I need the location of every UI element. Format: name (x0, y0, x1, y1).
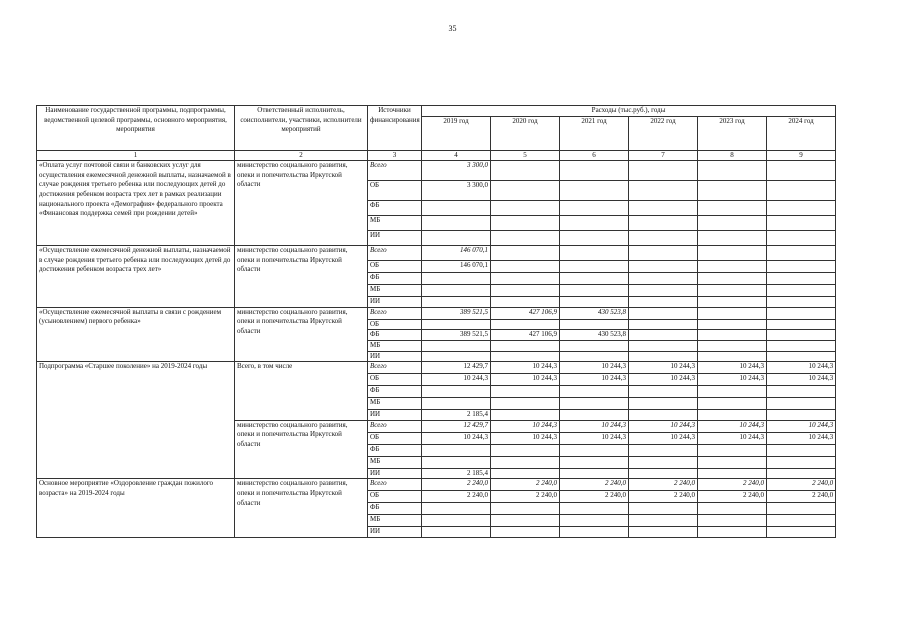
source-cell: ФБ (368, 273, 422, 285)
value-cell (698, 444, 767, 456)
value-cell (767, 246, 836, 261)
value-cell (560, 231, 629, 246)
value-cell: 10 244,3 (629, 420, 698, 432)
value-cell (698, 231, 767, 246)
value-cell: 10 244,3 (491, 420, 560, 432)
value-cell (422, 231, 491, 246)
activity-name: «Осуществление ежемесячной выплаты в связи с рождением (усыновлением) первого ребенка» (37, 307, 235, 361)
value-cell: 10 244,3 (767, 420, 836, 432)
source-cell: МБ (368, 285, 422, 297)
value-cell (698, 181, 767, 201)
value-cell (422, 351, 491, 362)
value-cell (422, 273, 491, 285)
value-cell (422, 444, 491, 456)
value-cell (698, 515, 767, 527)
value-cell: 10 244,3 (560, 374, 629, 386)
value-cell (698, 216, 767, 231)
value-cell (629, 181, 698, 201)
value-cell: 10 244,3 (491, 374, 560, 386)
value-cell: 389 521,5 (422, 307, 491, 319)
executor-cell: министерство социального развития, опеки и попечительства Иркутской области (235, 246, 368, 308)
value-cell: 10 244,3 (629, 432, 698, 444)
value-cell: 12 429,7 (422, 420, 491, 432)
table-body (37, 161, 836, 538)
activity-name: Основное мероприятие «Оздоровление граждан пожилого возраста» на 2019-2024 годы (37, 479, 235, 538)
value-cell (629, 161, 698, 181)
value-cell (422, 398, 491, 410)
value-cell (491, 386, 560, 398)
header-expenses: Расходы (тыс.руб.), годы (422, 106, 836, 117)
value-cell: 146 070,1 (422, 261, 491, 273)
source-cell: ОБ (368, 432, 422, 444)
value-cell (560, 515, 629, 527)
value-cell (422, 285, 491, 297)
value-cell: 10 244,3 (560, 420, 629, 432)
value-cell (629, 503, 698, 515)
value-cell: 427 106,9 (491, 330, 560, 341)
value-cell (698, 307, 767, 319)
value-cell (767, 161, 836, 181)
value-cell: 10 244,3 (560, 362, 629, 374)
value-cell (491, 527, 560, 538)
value-cell (629, 285, 698, 297)
value-cell: 10 244,3 (422, 374, 491, 386)
source-cell: ОБ (368, 374, 422, 386)
value-cell (698, 340, 767, 351)
value-cell (629, 398, 698, 410)
value-cell (698, 456, 767, 468)
value-cell (767, 351, 836, 362)
value-cell (560, 273, 629, 285)
value-cell (698, 503, 767, 515)
value-cell (491, 297, 560, 308)
value-cell: 2 240,0 (491, 491, 560, 503)
value-cell: 10 244,3 (560, 432, 629, 444)
source-cell: МБ (368, 398, 422, 410)
value-cell (698, 319, 767, 330)
index-cell: 2 (235, 150, 368, 161)
value-cell (491, 161, 560, 181)
table-row (37, 362, 836, 374)
value-cell (491, 181, 560, 201)
value-cell (629, 201, 698, 216)
value-cell (767, 340, 836, 351)
value-cell (767, 231, 836, 246)
source-cell: ФБ (368, 386, 422, 398)
value-cell (767, 319, 836, 330)
table-row (37, 307, 836, 319)
value-cell (767, 456, 836, 468)
header-executor: Ответственный исполнитель, соисполнители, участники, исполнители мероприятий (235, 106, 368, 151)
value-cell (491, 231, 560, 246)
source-cell: ИИ (368, 351, 422, 362)
source-cell: ОБ (368, 181, 422, 201)
value-cell (767, 201, 836, 216)
table-row (37, 161, 836, 181)
value-cell (491, 340, 560, 351)
value-cell: 2 240,0 (698, 479, 767, 491)
header-year: 2023 год (698, 116, 767, 150)
value-cell (560, 398, 629, 410)
value-cell: 3 300,0 (422, 161, 491, 181)
value-cell (491, 456, 560, 468)
value-cell: 10 244,3 (629, 362, 698, 374)
value-cell (422, 216, 491, 231)
source-cell: ИИ (368, 410, 422, 421)
value-cell (629, 231, 698, 246)
value-cell (698, 297, 767, 308)
value-cell (491, 201, 560, 216)
expenses-table (36, 105, 836, 538)
value-cell: 2 240,0 (560, 479, 629, 491)
value-cell (560, 444, 629, 456)
header-year: 2024 год (767, 116, 836, 150)
value-cell (560, 216, 629, 231)
value-cell: 2 240,0 (698, 491, 767, 503)
value-cell (629, 297, 698, 308)
value-cell: 389 521,5 (422, 330, 491, 341)
source-cell: ОБ (368, 491, 422, 503)
value-cell (491, 319, 560, 330)
index-cell: 1 (37, 150, 235, 161)
table-row (37, 479, 836, 491)
value-cell (560, 201, 629, 216)
value-cell (422, 297, 491, 308)
source-cell: Всего (368, 479, 422, 491)
value-cell (560, 456, 629, 468)
value-cell (422, 340, 491, 351)
value-cell: 430 523,8 (560, 307, 629, 319)
value-cell (767, 410, 836, 421)
executor-cell: министерство социального развития, опеки и попечительства Иркутской области (235, 420, 368, 479)
value-cell (698, 527, 767, 538)
value-cell (560, 410, 629, 421)
page-number: 35 (448, 24, 457, 33)
executor-cell: министерство социального развития, опеки и попечительства Иркутской области (235, 307, 368, 361)
value-cell (422, 319, 491, 330)
index-cell: 4 (422, 150, 491, 161)
value-cell: 10 244,3 (698, 420, 767, 432)
index-cell: 5 (491, 150, 560, 161)
source-cell: ИИ (368, 527, 422, 538)
value-cell (767, 330, 836, 341)
header-year: 2021 год (560, 116, 629, 150)
value-cell (767, 181, 836, 201)
value-cell (767, 297, 836, 308)
source-cell: ФБ (368, 330, 422, 341)
value-cell (698, 161, 767, 181)
value-cell (629, 273, 698, 285)
table-row (37, 246, 836, 261)
value-cell: 12 429,7 (422, 362, 491, 374)
value-cell: 427 106,9 (491, 307, 560, 319)
value-cell: 2 240,0 (767, 479, 836, 491)
value-cell (491, 515, 560, 527)
value-cell (629, 410, 698, 421)
value-cell (698, 410, 767, 421)
value-cell (422, 515, 491, 527)
value-cell (560, 246, 629, 261)
value-cell (698, 330, 767, 341)
source-cell: ОБ (368, 319, 422, 330)
value-cell (767, 398, 836, 410)
value-cell (422, 386, 491, 398)
source-cell: ИИ (368, 297, 422, 308)
header-year: 2020 год (491, 116, 560, 150)
value-cell (629, 351, 698, 362)
value-cell: 10 244,3 (491, 432, 560, 444)
value-cell (560, 297, 629, 308)
value-cell (629, 444, 698, 456)
value-cell (698, 246, 767, 261)
value-cell (767, 216, 836, 231)
source-cell: ФБ (368, 444, 422, 456)
value-cell (491, 503, 560, 515)
value-cell (629, 261, 698, 273)
value-cell (767, 503, 836, 515)
value-cell (629, 216, 698, 231)
value-cell (629, 386, 698, 398)
value-cell (491, 246, 560, 261)
value-cell: 2 240,0 (422, 479, 491, 491)
value-cell (629, 246, 698, 261)
value-cell (767, 307, 836, 319)
value-cell (560, 285, 629, 297)
source-cell: ФБ (368, 503, 422, 515)
value-cell (629, 340, 698, 351)
value-cell (698, 273, 767, 285)
value-cell: 10 244,3 (767, 362, 836, 374)
value-cell (698, 386, 767, 398)
value-cell (698, 261, 767, 273)
value-cell (560, 386, 629, 398)
value-cell (560, 468, 629, 479)
source-cell: Всего (368, 161, 422, 181)
header-source: Источники финансирования (368, 106, 422, 151)
value-cell (629, 527, 698, 538)
value-cell: 2 240,0 (629, 479, 698, 491)
executor-cell: министерство социального развития, опеки и попечительства Иркутской области (235, 161, 368, 246)
value-cell (491, 285, 560, 297)
value-cell: 10 244,3 (491, 362, 560, 374)
value-cell (422, 456, 491, 468)
source-cell: Всего (368, 420, 422, 432)
source-cell: ИИ (368, 231, 422, 246)
value-cell (560, 351, 629, 362)
source-cell: МБ (368, 340, 422, 351)
activity-name: «Оплата услуг почтовой связи и банковских услуг для осуществления ежемесячной денежной выплаты, назначаемой в случае рождения третьего ребенка или последующих детей до достижения ребенком возраста трех лет в рамках реализации национального проекта «Демография» федерального проекта «Финансовая поддержка семей при рождении детей» (37, 161, 235, 246)
source-cell: ИИ (368, 468, 422, 479)
value-cell (767, 261, 836, 273)
value-cell (560, 340, 629, 351)
value-cell (698, 285, 767, 297)
value-cell (422, 503, 491, 515)
value-cell (767, 444, 836, 456)
value-cell: 10 244,3 (422, 432, 491, 444)
header-year: 2019 год (422, 116, 491, 150)
value-cell: 2 185,4 (422, 410, 491, 421)
value-cell: 2 240,0 (560, 491, 629, 503)
value-cell (767, 527, 836, 538)
value-cell (698, 468, 767, 479)
value-cell (767, 386, 836, 398)
source-cell: ОБ (368, 261, 422, 273)
value-cell (629, 330, 698, 341)
value-cell (560, 503, 629, 515)
value-cell (698, 351, 767, 362)
value-cell: 10 244,3 (698, 374, 767, 386)
executor-cell: Всего, в том числе (235, 362, 368, 421)
index-cell: 6 (560, 150, 629, 161)
executor-cell: министерство социального развития, опеки и попечительства Иркутской области (235, 479, 368, 538)
value-cell (698, 398, 767, 410)
value-cell (491, 398, 560, 410)
value-cell (422, 201, 491, 216)
value-cell: 10 244,3 (698, 432, 767, 444)
value-cell: 146 070,1 (422, 246, 491, 261)
value-cell (560, 319, 629, 330)
index-cell: 9 (767, 150, 836, 161)
value-cell: 2 240,0 (422, 491, 491, 503)
value-cell (629, 307, 698, 319)
value-cell (629, 319, 698, 330)
value-cell (767, 285, 836, 297)
source-cell: МБ (368, 456, 422, 468)
index-cell: 3 (368, 150, 422, 161)
value-cell (560, 527, 629, 538)
value-cell (491, 468, 560, 479)
activity-name: «Осуществление ежемесячной денежной выплаты, назначаемой в случае рождения третьего ребенка или последующих детей до достижения ребенком возраста трех лет» (37, 246, 235, 308)
source-cell: МБ (368, 515, 422, 527)
header-name: Наименование государственной программы, подпрограммы, ведомственной целевой программы, основного мероприятия, мероприятия (37, 106, 235, 151)
source-cell: Всего (368, 362, 422, 374)
value-cell: 10 244,3 (767, 432, 836, 444)
value-cell (629, 456, 698, 468)
value-cell (767, 273, 836, 285)
subprogram-name: Подпрограмма «Старшее поколение» на 2019-2024 годы (37, 362, 235, 479)
value-cell: 2 240,0 (767, 491, 836, 503)
value-cell (491, 261, 560, 273)
value-cell (560, 261, 629, 273)
value-cell (491, 444, 560, 456)
header-year: 2022 год (629, 116, 698, 150)
value-cell: 2 240,0 (629, 491, 698, 503)
value-cell: 2 185,4 (422, 468, 491, 479)
source-cell: Всего (368, 246, 422, 261)
index-cell: 8 (698, 150, 767, 161)
value-cell (560, 181, 629, 201)
value-cell: 3 300,0 (422, 181, 491, 201)
source-cell: МБ (368, 216, 422, 231)
value-cell (491, 216, 560, 231)
value-cell (491, 410, 560, 421)
value-cell (767, 468, 836, 479)
value-cell: 10 244,3 (767, 374, 836, 386)
value-cell: 2 240,0 (491, 479, 560, 491)
value-cell (560, 161, 629, 181)
value-cell (629, 468, 698, 479)
value-cell (698, 201, 767, 216)
value-cell: 10 244,3 (629, 374, 698, 386)
value-cell: 10 244,3 (698, 362, 767, 374)
value-cell (491, 351, 560, 362)
value-cell (629, 515, 698, 527)
value-cell (491, 273, 560, 285)
index-cell: 7 (629, 150, 698, 161)
value-cell: 430 523,8 (560, 330, 629, 341)
value-cell (422, 527, 491, 538)
source-cell: Всего (368, 307, 422, 319)
value-cell (767, 515, 836, 527)
source-cell: ФБ (368, 201, 422, 216)
